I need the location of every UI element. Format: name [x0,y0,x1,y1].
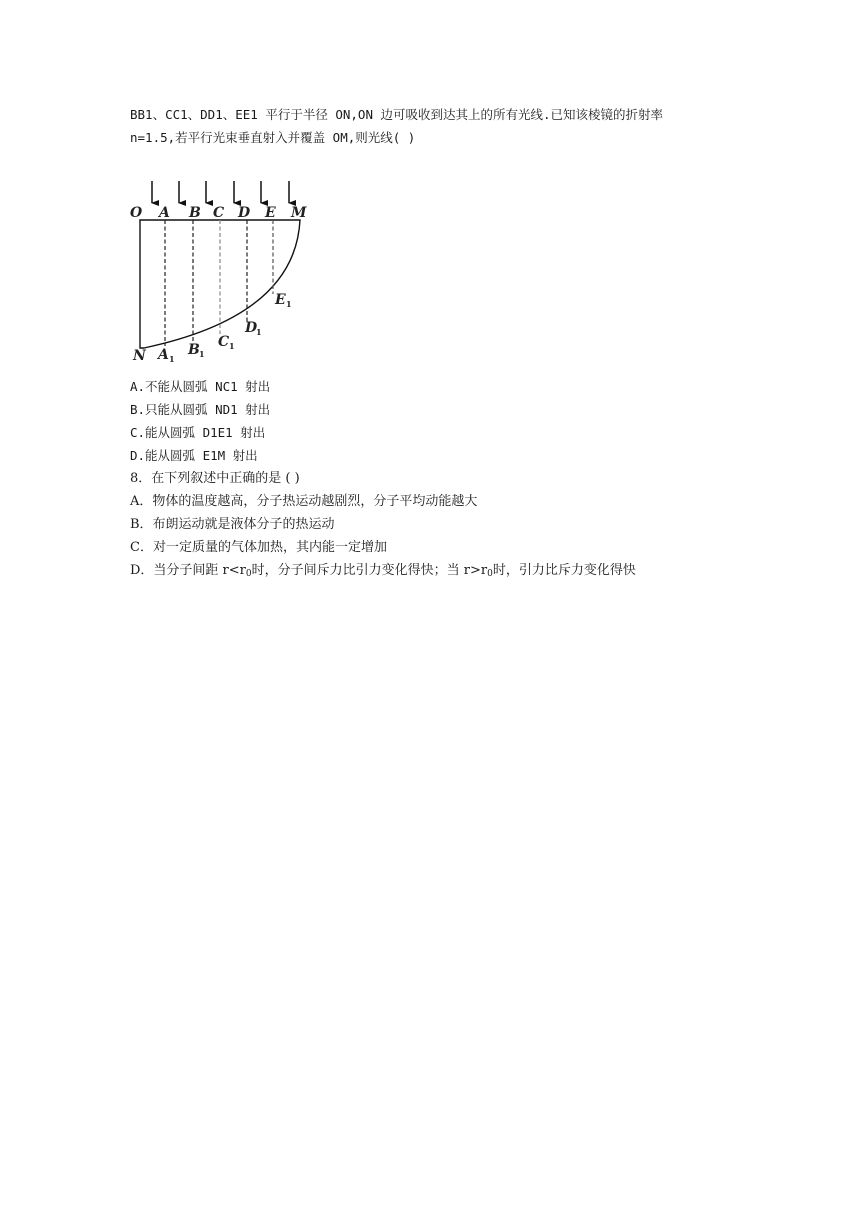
label-N: N [133,348,146,364]
label-A: A [159,205,170,221]
label-B1-sub: 1 [199,349,205,359]
q7-option-d: D.能从圆弧 E1M 射出 [130,448,258,463]
label-A1: A [158,347,169,363]
q8-option-c: C．对一定质量的气体加热，其内能一定增加 [130,540,387,555]
q7-option-c: C.能从圆弧 D1E1 射出 [130,425,266,440]
q8-d-part2: 时，分子间斥力比引力变化得快；当 r>r [251,563,488,578]
intro-line-2: n=1.5,若平行光束垂直射入并覆盖 OM,则光线( ) [130,130,416,145]
label-C1-sub: 1 [229,341,235,351]
label-M: M [291,205,307,221]
q8-d-part3: 时，引力比斥力变化得快 [492,563,636,578]
q7-option-b: B.只能从圆弧 ND1 射出 [130,402,271,417]
q8-option-b: B．布朗运动就是液体分子的热运动 [130,517,335,532]
label-B1: B [188,342,200,358]
prism-diagram [130,176,320,366]
label-E1-sub: 1 [286,299,292,309]
q8-option-d [130,563,636,582]
label-E: E [265,205,276,221]
label-C1: C [218,334,230,350]
label-D1-sub: 1 [256,327,262,337]
incident-arrows [152,181,289,203]
label-A1-sub: 1 [169,354,175,364]
label-O: O [130,205,143,221]
label-D1: D [245,320,258,336]
q8-d-part1: D．当分子间距 r<r [130,563,246,578]
q8-option-a: A．物体的温度越高，分子热运动越剧烈，分子平均动能越大 [130,494,478,509]
label-B: B [189,205,201,221]
intro-line-1: BB1、CC1、DD1、EE1 平行于半径 ON,ON 边可吸收到达其上的所有光线.已知该棱镜的折射率 [130,107,664,122]
label-D: D [238,205,251,221]
q8-d-sub1: 0 [245,569,252,579]
q7-option-a: A.不能从圆弧 NC1 射出 [130,379,271,394]
label-C: C [213,205,225,221]
q8-d-sub2: 0 [487,569,493,579]
prism-outline [140,220,300,348]
label-E1: E [275,292,286,308]
q8-stem: 8．在下列叙述中正确的是 ( ) [130,471,300,486]
